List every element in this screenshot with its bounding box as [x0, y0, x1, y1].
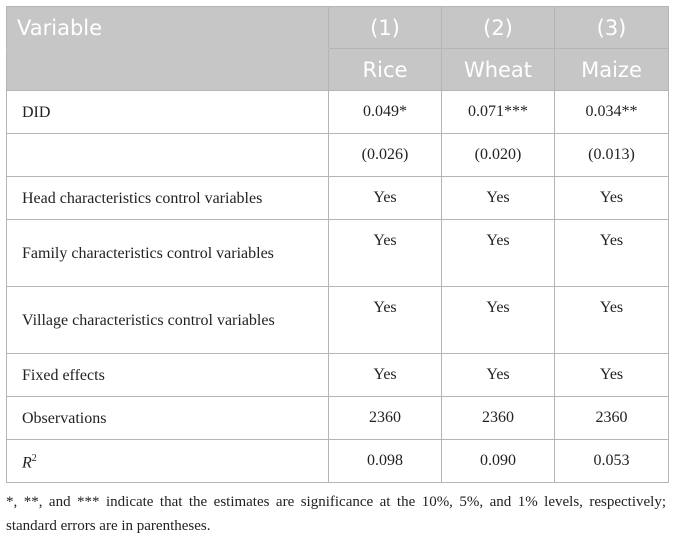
cell-wheat: Yes	[442, 354, 555, 397]
cell-maize: Yes	[555, 177, 669, 220]
table-footnote: *, **, and *** indicate that the estimates are significance at the 10%, 5%, and 1% levels, respectively; standard errors are in parentheses.	[6, 494, 666, 534]
table-row-observations	[7, 397, 669, 440]
cell-maize: (0.013)	[555, 134, 669, 177]
cell-rice: 2360	[329, 397, 442, 440]
cell-wheat: 2360	[442, 397, 555, 440]
table-row-family-controls	[7, 220, 669, 287]
cell-rice: 0.049*	[329, 91, 442, 134]
variable-header: Variable	[7, 7, 329, 49]
table-row-fixed-effects	[7, 354, 669, 397]
squared-superscript: 2	[31, 453, 37, 465]
cell-maize: 0.053	[555, 440, 669, 483]
cell-maize: Yes	[555, 287, 669, 354]
row-label	[7, 134, 329, 177]
header-row-numbers	[7, 7, 669, 49]
cell-rice: 0.098	[329, 440, 442, 483]
cell-maize: 0.034**	[555, 91, 669, 134]
table-row-did	[7, 91, 669, 134]
cell-wheat: Yes	[442, 177, 555, 220]
cell-wheat: 0.071***	[442, 91, 555, 134]
row-label: Observations	[7, 397, 329, 440]
table-row-village-controls	[7, 287, 669, 354]
cell-rice: Yes	[329, 287, 442, 354]
row-label: Village characteristics control variables	[7, 287, 329, 354]
cell-rice: Yes	[329, 354, 442, 397]
cell-wheat: 0.090	[442, 440, 555, 483]
table-row-head-controls	[7, 177, 669, 220]
regression-table	[6, 6, 669, 483]
row-label: DID	[7, 91, 329, 134]
row-label: Family characteristics control variables	[7, 220, 329, 287]
cell-wheat: Yes	[442, 287, 555, 354]
cell-wheat: Yes	[442, 220, 555, 287]
header-row-crops	[7, 49, 669, 91]
table-row-standard-errors	[7, 134, 669, 177]
variable-header-blank	[7, 49, 329, 91]
table-row-r-squared	[7, 440, 669, 483]
cell-wheat: (0.020)	[442, 134, 555, 177]
cell-maize: Yes	[555, 354, 669, 397]
row-label-r-squared	[7, 440, 329, 483]
cell-rice: Yes	[329, 177, 442, 220]
cell-maize: 2360	[555, 397, 669, 440]
column-number-3: (3)	[555, 7, 669, 49]
cell-rice: (0.026)	[329, 134, 442, 177]
column-name-rice: Rice	[329, 49, 442, 91]
cell-rice: Yes	[329, 220, 442, 287]
column-number-2: (2)	[442, 7, 555, 49]
column-number-1: (1)	[329, 7, 442, 49]
row-label: Head characteristics control variables	[7, 177, 329, 220]
r-symbol: R	[22, 454, 32, 472]
column-name-maize: Maize	[555, 49, 669, 91]
row-label: Fixed effects	[7, 354, 329, 397]
column-name-wheat: Wheat	[442, 49, 555, 91]
cell-maize: Yes	[555, 220, 669, 287]
